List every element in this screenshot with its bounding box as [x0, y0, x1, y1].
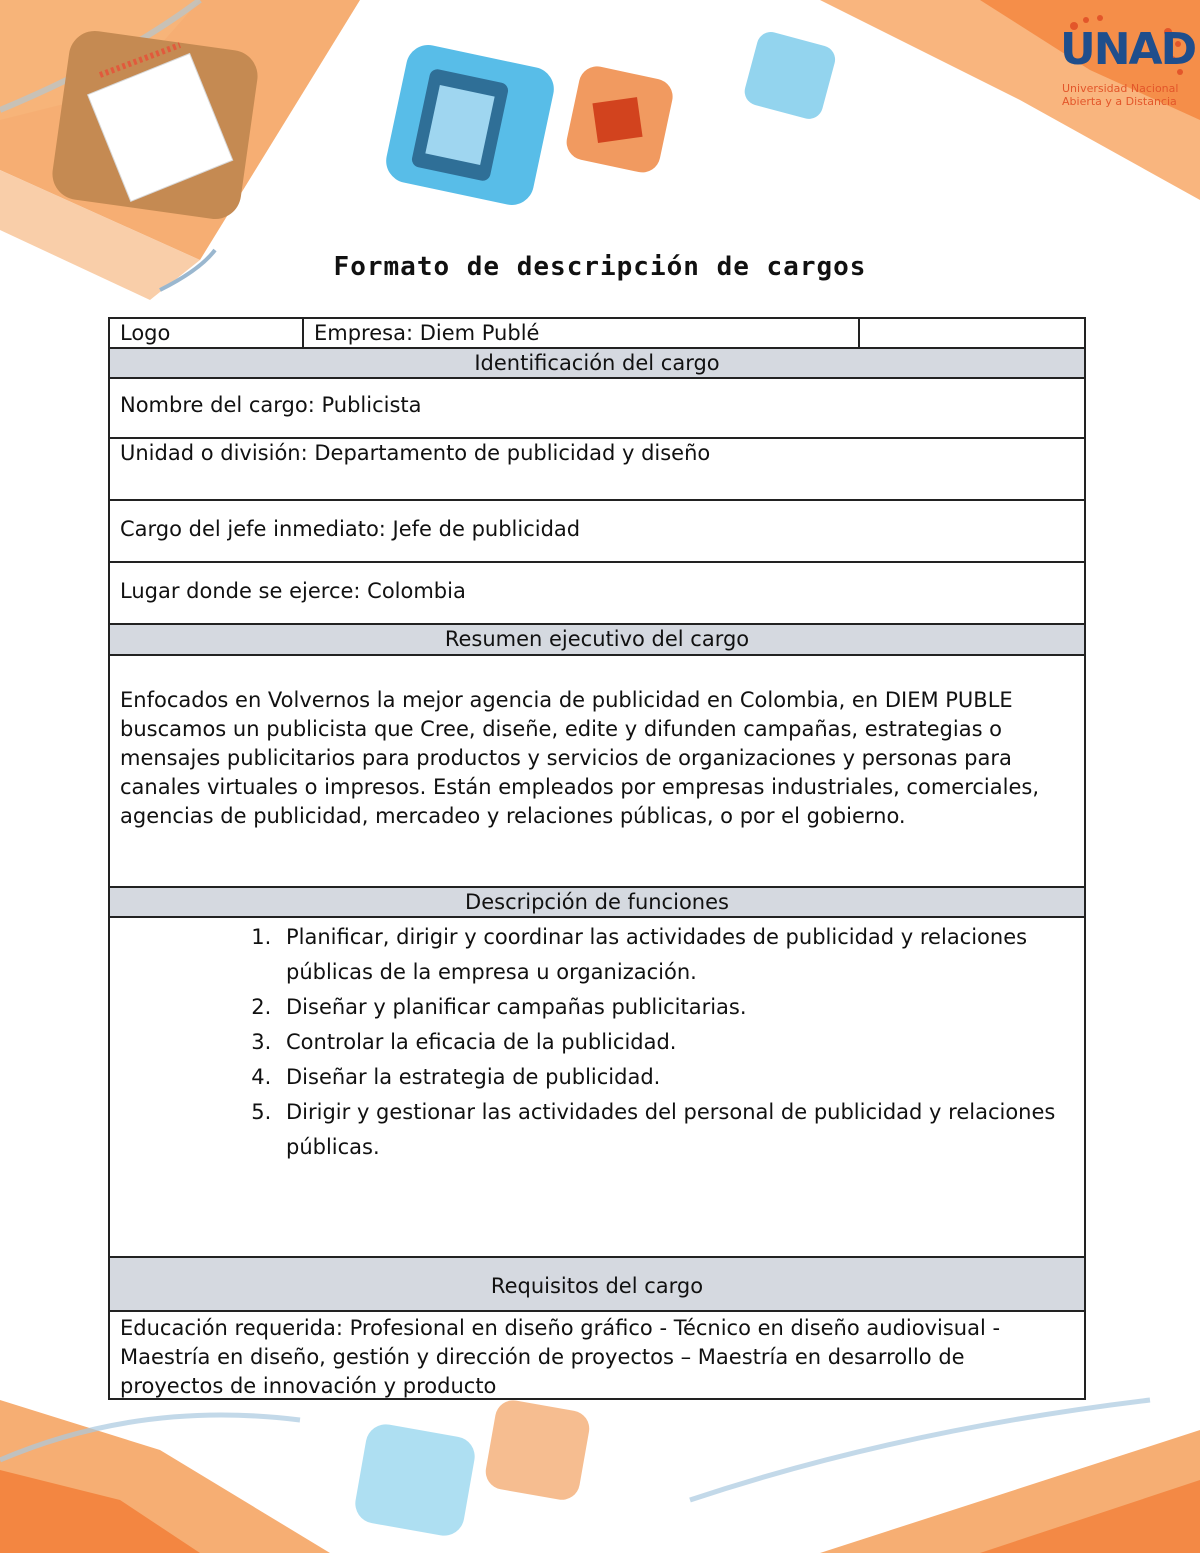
logo-wordmark: UNAD: [1060, 24, 1196, 75]
book-icon: [563, 63, 676, 176]
logo-cell: Logo: [110, 319, 304, 347]
header-row: [110, 319, 1084, 349]
functions-list: [110, 920, 1084, 1165]
identification-header: Identificación del cargo: [110, 349, 1084, 379]
logo-subtitle: [1062, 82, 1178, 108]
job-description-form: [108, 317, 1086, 1400]
function-item: 1. Planificar, dirigir y coordinar las actividades de publicidad y relaciones públicas de la empresa u organización.: [278, 920, 1084, 990]
company-cell: Empresa: Diem Publé: [304, 319, 860, 347]
page-title: Formato de descripción de cargos: [333, 252, 867, 282]
requirements-header: Requisitos del cargo: [110, 1258, 1084, 1312]
unad-logo: [1060, 14, 1196, 114]
job-name-row: Nombre del cargo: Publicista: [110, 379, 1084, 439]
summary-header: Resumen ejecutivo del cargo: [110, 625, 1084, 656]
place-row: Lugar donde se ejerce: Colombia: [110, 563, 1084, 625]
function-item: 4. Diseñar la estrategia de publicidad.: [278, 1060, 1084, 1095]
education-row: Educación requerida: Profesional en diseño gráfico - Técnico en diseño audiovisual - Maestría en diseño, gestión y dirección de proyectos – Maestría en desarrollo de proyectos de innovación y producto: [120, 1316, 1001, 1398]
empty-cell: [860, 319, 1084, 347]
notepad-icon: [49, 28, 261, 223]
clipboard-icon: [382, 41, 558, 209]
summary-text: Enfocados en Volvernos la mejor agencia de publicidad en Colombia, en DIEM PUBLE buscamos un publicista que Cree, diseñe, edite y difunden campañas, estrategias o mensajes publicitarios para productos y servicios de organizaciones y personas para canales virtuales o impresos. Están empleados por empresas industriales, comerciales, agencias de publicidad, mercadeo y relaciones públicas, o por el gobierno.: [110, 656, 1084, 888]
unit-row: Unidad o división: Departamento de publicidad y diseño: [110, 439, 1084, 501]
functions-row: [110, 918, 1084, 1258]
function-item: 5. Dirigir y gestionar las actividades del personal de publicidad y relaciones públicas.: [278, 1095, 1084, 1165]
functions-header: Descripción de funciones: [110, 888, 1084, 918]
logo-subtitle-line2: Abierta y a Distancia: [1062, 95, 1177, 108]
logo-subtitle-line1: Universidad Nacional: [1062, 82, 1179, 95]
function-item: 3. Controlar la eficacia de la publicidad.: [278, 1025, 1084, 1060]
function-item: 2. Diseñar y planificar campañas publicitarias.: [278, 990, 1084, 1025]
boss-row: Cargo del jefe inmediato: Jefe de publicidad: [110, 501, 1084, 563]
